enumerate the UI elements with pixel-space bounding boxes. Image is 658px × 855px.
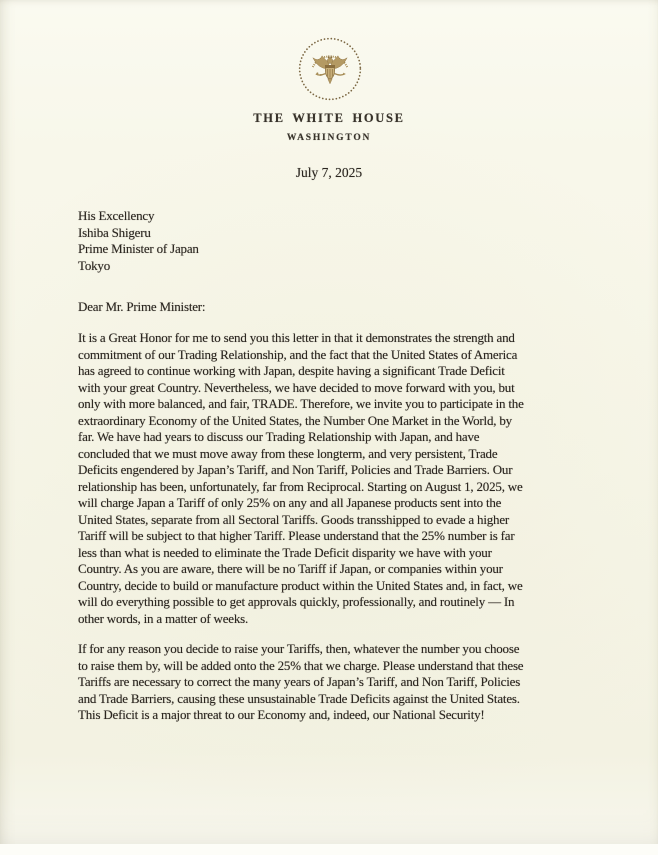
presidential-seal-icon [297, 36, 363, 102]
body-line: United States, separate from all Sectoral Tariffs. Goods transshipped to evade a higher [78, 511, 510, 527]
body-line: This Deficit is a major threat to our Economy and, indeed, our National Security! [78, 707, 485, 722]
body-line: Tariffs are necessary to correct the many years of Japan’s Tariff, and Non Tariff, Policies [78, 674, 521, 689]
body-line: concluded that we must move away from these longterm, and very persistent, Trade [78, 445, 498, 461]
salutation: Dear Mr. Prime Minister: [78, 299, 206, 314]
recipient-line: Ishiba Shigeru [78, 224, 151, 240]
body-line: only with more balanced, and fair, TRADE. Therefore, we invite you to participate in the [78, 396, 524, 411]
recipient-line: Prime Minister of Japan [78, 241, 199, 256]
body-line: extraordinary Economy of the United States, the Number One Market in the World, by [78, 412, 512, 428]
body-line: with your great Country. Nevertheless, we have decided to move forward with you, but [78, 379, 515, 395]
body-paragraph-1 [78, 330, 524, 627]
body-line: Country, decide to build or manufacture product within the United States and, in fact, we [78, 577, 523, 593]
body-line: Country. As you are aware, there will be no Tariff if Japan, or companies within your [78, 561, 503, 576]
body-line: far. We have had years to discuss our Trading Relationship with Japan, and have [78, 429, 480, 444]
body-line: other words, in a matter of weeks. [78, 610, 249, 626]
body-line: and Trade Barriers, causing these unsustainable Trade Deficits against the United States. [78, 690, 520, 706]
body-line: Tariff will be subject to that higher Tariff. Please understand that the 25% number is far [78, 528, 515, 543]
body-line: commitment of our Trading Relationship, and the fact that the United States of America [78, 346, 518, 362]
body-line: Deficits engendered by Japan’s Tariff, and Non Tariff, Policies and Trade Barriers. Our [78, 462, 513, 477]
body-line: It is a Great Honor for me to send you this letter in that it demonstrates the strength and [78, 330, 515, 345]
body-line: will charge Japan a Tariff of only 25% on any and all Japanese products sent into the [78, 495, 502, 510]
body-line: If for any reason you decide to raise your Tariffs, then, whatever the number you choose [78, 641, 520, 656]
body-line: relationship has been, unfortunately, far from Reciprocal. Starting on August 1, 2025, we [78, 478, 523, 494]
recipient-line: Tokyo [78, 257, 111, 273]
body-line: has agreed to continue working with Japan, despite having a significant Trade Deficit [78, 363, 505, 378]
recipient-line: His Excellency [78, 208, 155, 223]
body-paragraph-2 [78, 641, 523, 724]
letterhead-subtitle: WASHINGTON [286, 133, 372, 143]
letter-date: July 7, 2025 [295, 165, 363, 180]
recipient-address [78, 208, 199, 274]
body-line: will do everything possible to get approvals quickly, professionally, and routinely — In [78, 594, 515, 609]
body-line: less than what is needed to eliminate the Trade Deficit disparity we have with your [78, 544, 492, 560]
body-line: to raise them by, will be added onto the 25% that we charge. Please understand that these [78, 657, 524, 673]
letterhead-title: THE WHITE HOUSE [253, 111, 405, 125]
scan-edge [0, 844, 658, 855]
